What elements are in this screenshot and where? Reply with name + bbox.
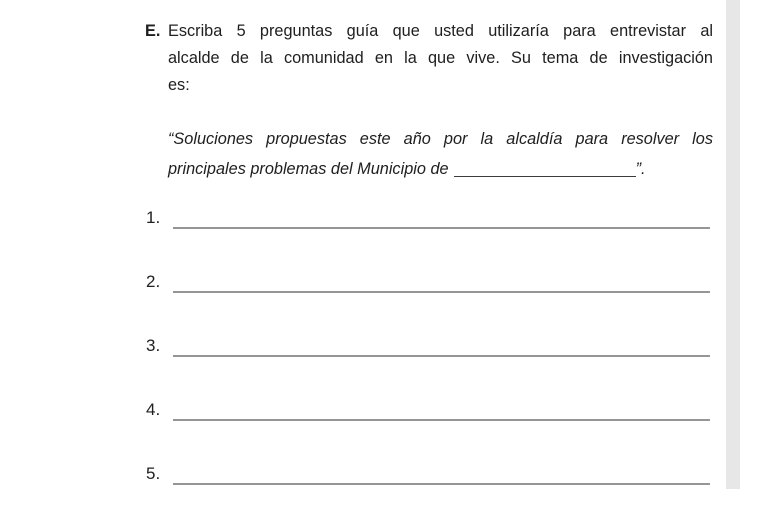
answer-blank-line (173, 417, 710, 421)
topic-quote-text: principales problemas del Municipio de (168, 160, 449, 178)
exercise-label: E. (145, 22, 161, 40)
question-row (146, 334, 710, 357)
answer-blank-line (173, 481, 710, 485)
question-number: 4. (146, 400, 161, 419)
question-row (146, 398, 710, 421)
question-number: 5. (146, 464, 161, 483)
instruction-line: Escriba 5 preguntas guía que usted utilizaría para entrevistar al (168, 22, 713, 40)
topic-quote-close: ”. (635, 160, 646, 178)
topic-quote (168, 124, 713, 184)
municipio-blank-line (454, 174, 636, 177)
question-row (146, 206, 710, 229)
question-number: 3. (146, 336, 161, 355)
page-scan-edge (726, 0, 740, 489)
question-row (146, 462, 710, 485)
answer-blank-line (173, 225, 710, 229)
question-number: 2. (146, 272, 161, 291)
topic-quote-line: “Soluciones propuestas este año por la alcaldía para resolver los (168, 130, 713, 148)
question-row (146, 270, 710, 293)
exercise-instructions (145, 18, 713, 99)
topic-quote-line (168, 154, 713, 184)
answer-blank-line (173, 353, 710, 357)
instruction-line: alcalde de la comunidad en la que vive. Su tema de investigación (168, 49, 713, 67)
instruction-line: es: (168, 76, 190, 94)
answer-blank-line (173, 289, 710, 293)
question-number: 1. (146, 208, 161, 227)
